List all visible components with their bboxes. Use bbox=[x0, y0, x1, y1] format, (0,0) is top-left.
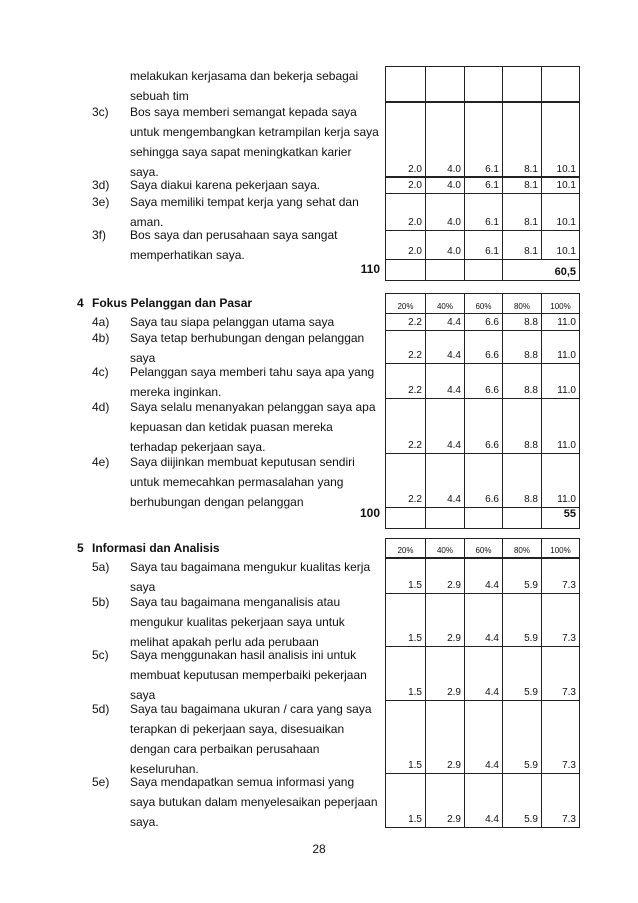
score-cell: 8.1 bbox=[502, 194, 541, 230]
item-5d bbox=[0, 700, 638, 774]
section-score-value: 55 bbox=[563, 508, 576, 520]
score-cell bbox=[386, 260, 425, 280]
score-cell: 4.0 bbox=[425, 103, 464, 177]
score-cell: 4.4 bbox=[425, 331, 464, 363]
statement-text: Saya memiliki tempat kerja yang sehat dan aman. bbox=[130, 195, 359, 229]
score-grid bbox=[385, 558, 580, 594]
section-score-value: 60,5 bbox=[554, 266, 576, 278]
item-code: 4e) bbox=[92, 455, 110, 469]
score-cell: 8.8 bbox=[502, 454, 541, 507]
item-code: 5d) bbox=[92, 702, 110, 716]
score-cell: 4.4 bbox=[464, 774, 502, 827]
score-cell: 1.5 bbox=[408, 580, 422, 591]
percent-header: 60% bbox=[464, 539, 502, 557]
score-cell bbox=[425, 508, 464, 528]
score-cell: 1.5 bbox=[408, 814, 422, 825]
item-5a bbox=[0, 558, 638, 594]
score-cell: 4.4 bbox=[425, 454, 464, 507]
score-cell: 10.1 bbox=[541, 194, 579, 230]
score-cell: 8.8 bbox=[502, 331, 541, 363]
score-cell: 4.0 bbox=[425, 177, 464, 193]
item-code: 4b) bbox=[92, 331, 110, 345]
score-cell: 1.5 bbox=[408, 633, 422, 644]
item-3b-continuation bbox=[0, 66, 638, 102]
item-3f bbox=[0, 230, 638, 260]
score-cell: 5.9 bbox=[502, 559, 541, 593]
score-cell: 10.1 bbox=[541, 231, 579, 259]
percent-header: 80% bbox=[502, 294, 541, 313]
score-cell bbox=[386, 67, 425, 101]
score-cell: 1.5 bbox=[408, 760, 422, 771]
percent-header: 20% bbox=[397, 546, 414, 555]
score-cell: 5.9 bbox=[502, 647, 541, 700]
percent-header-grid bbox=[385, 538, 580, 558]
score-cell: 2.2 bbox=[408, 440, 422, 451]
section-title: Informasi dan Analisis bbox=[92, 541, 220, 555]
score-cell bbox=[464, 67, 502, 101]
item-5e bbox=[0, 773, 638, 828]
score-cell: 11.0 bbox=[541, 331, 579, 363]
score-cell: 11.0 bbox=[541, 399, 579, 453]
item-code: 3d) bbox=[92, 178, 110, 192]
item-code: 3f) bbox=[92, 228, 107, 242]
score-cell: 11.0 bbox=[541, 364, 579, 398]
statement-text: Saya menggunakan hasil analisis ini untuk membuat keputusan memperbaiki pekerjaan saya bbox=[130, 648, 367, 702]
score-cell: 2.2 bbox=[408, 385, 422, 396]
score-grid bbox=[385, 398, 580, 454]
item-code: 3c) bbox=[92, 105, 109, 119]
item-code: 5e) bbox=[92, 775, 110, 789]
percent-header: 100% bbox=[541, 539, 579, 557]
score-grid bbox=[385, 593, 580, 647]
score-cell: 8.8 bbox=[502, 399, 541, 453]
statement-text: Pelanggan saya memberi tahu saya apa yang mereka inginkan. bbox=[130, 365, 375, 399]
score-cell: 2.2 bbox=[408, 350, 422, 361]
section-number: 5 bbox=[77, 541, 84, 555]
score-cell: 1.5 bbox=[408, 687, 422, 698]
score-cell: 7.3 bbox=[541, 647, 579, 700]
score-cell: 5.9 bbox=[502, 594, 541, 646]
score-cell: 7.3 bbox=[541, 594, 579, 646]
page-number: 28 bbox=[312, 842, 326, 856]
percent-header: 20% bbox=[397, 302, 414, 311]
score-cell bbox=[425, 67, 464, 101]
score-grid bbox=[385, 363, 580, 399]
score-cell: 4.4 bbox=[425, 314, 464, 330]
section-3-total-row bbox=[0, 259, 638, 281]
score-cell: 6.6 bbox=[464, 364, 502, 398]
score-cell: 4.4 bbox=[425, 364, 464, 398]
score-cell: 11.0 bbox=[541, 454, 579, 507]
statement-text: Saya mendapatkan semua informasi yang saya butukan dalam menyelesaikan peperjaan saya. bbox=[130, 775, 378, 829]
item-code: 5b) bbox=[92, 595, 110, 609]
score-grid bbox=[385, 700, 580, 774]
score-grid bbox=[385, 193, 580, 231]
score-cell: 8.1 bbox=[502, 231, 541, 259]
score-cell: 2.9 bbox=[425, 774, 464, 827]
percent-header: 80% bbox=[502, 539, 541, 557]
score-cell: 2.2 bbox=[408, 494, 422, 505]
score-cell: 7.3 bbox=[541, 774, 579, 827]
percent-header: 100% bbox=[541, 294, 579, 313]
section-score bbox=[502, 260, 579, 280]
statement-text: Saya selalu menanyakan pelanggan saya apa kepuasan dan ketidak puasan mereka terhadap pekerjaan saya. bbox=[130, 400, 376, 454]
item-code: 3e) bbox=[92, 195, 110, 209]
score-cell: 2.0 bbox=[408, 246, 422, 257]
score-cell: 5.9 bbox=[502, 774, 541, 827]
score-cell: 2.0 bbox=[408, 217, 422, 228]
item-4d bbox=[0, 398, 638, 453]
score-cell: 4.0 bbox=[425, 194, 464, 230]
percent-header-grid bbox=[385, 293, 580, 314]
item-code: 4c) bbox=[92, 365, 109, 379]
statement-text: Saya diakui karena pekerjaan saya. bbox=[130, 178, 321, 192]
item-4c bbox=[0, 363, 638, 399]
score-cell: 2.9 bbox=[425, 559, 464, 593]
score-cell: 10.1 bbox=[541, 177, 579, 193]
score-cell: 2.0 bbox=[408, 180, 422, 191]
score-grid bbox=[385, 773, 580, 828]
score-grid bbox=[385, 313, 580, 331]
score-cell bbox=[502, 508, 541, 528]
statement-text: Saya tau bagaimana menganalisis atau mengukur kualitas pekerjaan saya untuk melihat apakah perlu ada perubaan bbox=[130, 595, 345, 649]
score-grid bbox=[385, 330, 580, 364]
score-cell bbox=[464, 508, 502, 528]
score-grid bbox=[385, 646, 580, 701]
score-grid bbox=[385, 66, 580, 102]
score-cell: 5.9 bbox=[502, 701, 541, 773]
statement-text: Bos saya memberi semangat kepada saya untuk mengembangkan ketrampilan kerja saya sehingga saya sapat meningkatkan karier saya. bbox=[130, 105, 379, 179]
section-score bbox=[541, 508, 579, 528]
statement-text: Saya tau siapa pelanggan utama saya bbox=[130, 315, 335, 329]
item-4e bbox=[0, 453, 638, 508]
score-cell: 7.3 bbox=[541, 559, 579, 593]
section-total: 110 bbox=[360, 262, 380, 276]
score-grid bbox=[385, 453, 580, 508]
score-cell: 6.1 bbox=[464, 194, 502, 230]
score-cell: 8.1 bbox=[502, 177, 541, 193]
statement-text: Saya tau bagaimana ukuran / cara yang saya terapkan di pekerjaan saya, disesuaikan dengan cara perbaikan perusahaan keseluruhan. bbox=[130, 702, 372, 776]
score-cell bbox=[464, 260, 502, 280]
score-cell: 6.6 bbox=[464, 331, 502, 363]
score-cell bbox=[425, 260, 464, 280]
statement-text: melakukan kerjasama dan bekerja sebagai sebuah tim bbox=[130, 69, 359, 103]
item-code: 4d) bbox=[92, 400, 110, 414]
score-cell: 6.1 bbox=[464, 103, 502, 177]
statement-text: Saya tetap berhubungan dengan pelanggan saya bbox=[130, 331, 365, 365]
score-cell: 4.4 bbox=[464, 594, 502, 646]
item-5c bbox=[0, 646, 638, 701]
score-cell: 2.9 bbox=[425, 594, 464, 646]
score-cell: 4.4 bbox=[464, 559, 502, 593]
item-code: 5c) bbox=[92, 648, 109, 662]
statement-text: Bos saya dan perusahaan saya sangat memperhatikan saya. bbox=[130, 228, 338, 262]
score-cell: 2.9 bbox=[425, 647, 464, 700]
score-cell: 6.1 bbox=[464, 177, 502, 193]
score-cell: 10.1 bbox=[541, 103, 579, 177]
item-5b bbox=[0, 593, 638, 647]
percent-header: 40% bbox=[425, 539, 464, 557]
score-grid bbox=[385, 176, 580, 194]
score-grid bbox=[385, 259, 580, 281]
score-cell: 8.8 bbox=[502, 364, 541, 398]
score-cell: 8.8 bbox=[502, 314, 541, 330]
section-5-header bbox=[0, 538, 638, 558]
statement-text: Saya diijinkan membuat keputusan sendiri untuk memecahkan permasalahan yang berhubungan dengan pelanggan bbox=[130, 455, 355, 509]
section-number: 4 bbox=[77, 296, 84, 310]
score-cell: 4.4 bbox=[464, 701, 502, 773]
item-4b bbox=[0, 330, 638, 363]
score-cell: 6.6 bbox=[464, 399, 502, 453]
score-cell: 6.6 bbox=[464, 454, 502, 507]
score-cell: 2.9 bbox=[425, 701, 464, 773]
statement-text: Saya tau bagaimana mengukur kualitas kerja saya bbox=[130, 560, 371, 594]
score-cell: 2.2 bbox=[408, 317, 422, 328]
score-grid bbox=[385, 507, 580, 529]
score-cell: 7.3 bbox=[541, 701, 579, 773]
score-cell: 4.4 bbox=[464, 647, 502, 700]
score-cell: 4.4 bbox=[425, 399, 464, 453]
score-cell: 6.1 bbox=[464, 231, 502, 259]
score-cell: 8.1 bbox=[502, 103, 541, 177]
score-cell bbox=[386, 508, 425, 528]
item-3c bbox=[0, 102, 638, 179]
score-cell: 6.6 bbox=[464, 314, 502, 330]
section-total: 100 bbox=[359, 506, 380, 520]
item-code: 5a) bbox=[92, 560, 110, 574]
score-cell: 2.0 bbox=[408, 164, 422, 175]
score-grid bbox=[385, 102, 580, 178]
score-cell: 11.0 bbox=[541, 314, 579, 330]
score-grid bbox=[385, 230, 580, 260]
section-4-total-row bbox=[0, 507, 638, 529]
section-title: Fokus Pelanggan dan Pasar bbox=[92, 296, 253, 310]
score-cell bbox=[502, 67, 541, 101]
percent-header: 60% bbox=[464, 294, 502, 313]
score-cell: 4.0 bbox=[425, 231, 464, 259]
item-code: 4a) bbox=[92, 315, 110, 329]
score-cell bbox=[541, 67, 579, 101]
percent-header: 40% bbox=[425, 294, 464, 313]
section-4-header bbox=[0, 293, 638, 313]
